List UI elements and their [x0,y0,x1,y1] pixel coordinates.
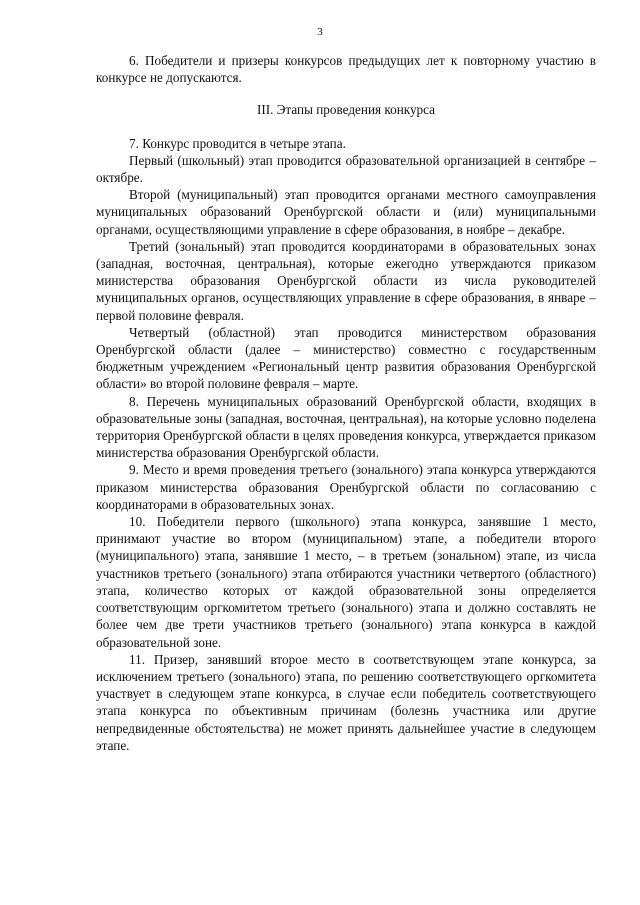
document-body [96,52,596,754]
paragraph-10: 10. Победители первого (школьного) этапа конкурса, занявшие 1 место, принимают участие во втором (муниципальном) этапе, а победители второго (муниципального) этапа, занявшие 1 место, – в третьем (зональном) этапе, из числа участников третьего (зонального) этапа отбираются участники четвертого (областного) этапа, количество которых от каждой образовательной зоны определяется соответствующим оргкомитетом третьего (зонального) этапа и должно составлять не более чем две трети участников третьего (зонального) этапа конкурса в каждой образовательной зоне. [96,514,596,650]
paragraph-9: 9. Место и время проведения третьего (зонального) этапа конкурса утверждаются приказом министерства образования Оренбургской области по согласованию с координаторами в образовательных зонах. [96,462,596,512]
paragraph-stage-1: Первый (школьный) этап проводится образовательной организацией в сентябре – октябре. [96,152,596,186]
paragraph-11: 11. Призер, занявший второе место в соответствующем этапе конкурса, за исключением третьего (зонального) этапа, по решению соответствующего оргкомитета участвует в следующем этапе конкурса, в случае если победитель соответствующего этапа конкурса по объективным причинам (болезнь участника или другие непредвиденные обстоятельства) не может принять дальнейшее участие в следующем этапе. [96,651,596,753]
section-heading: III. Этапы проведения конкурса [256,102,436,118]
paragraph-6: 6. Победители и призеры конкурсов предыдущих лет к повторному участию в конкурсе не допускаются. [96,53,596,86]
paragraph-stage-2: Второй (муниципальный) этап проводится органами местного самоуправления муниципальных образований Оренбургской области и (или) муниципальными органами, осуществляющими управление в сфере образования, в ноябре – декабре. [96,187,596,237]
paragraph-8: 8. Перечень муниципальных образований Оренбургской области, входящих в образовательные зоны (западная, восточная, центральная), на которые условно поделена территория Оренбургской области в целях проведения конкурса, утверждается приказом министерства образования Оренбургской области. [96,393,596,461]
paragraph-stage-3: Третий (зональный) этап проводится координаторами в образовательных зонах (западная, восточная, центральная), которые ежегодно утверждаются приказом министерства образования Оренбургской области из числа руководителей муниципальных органов, осуществляющих управление в сфере образования, в январе – первой половине февраля. [96,238,596,323]
page-number: 3 [317,26,323,38]
paragraph-stage-4: Четвертый (областной) этап проводится министерством образования Оренбургской области (далее – министерство) совместно с государственным бюджетным учреждением «Региональный центр развития образования Оренбургской области» во второй половине февраля – марте. [96,324,596,392]
paragraph-7: 7. Конкурс проводится в четыре этапа. [129,135,346,151]
